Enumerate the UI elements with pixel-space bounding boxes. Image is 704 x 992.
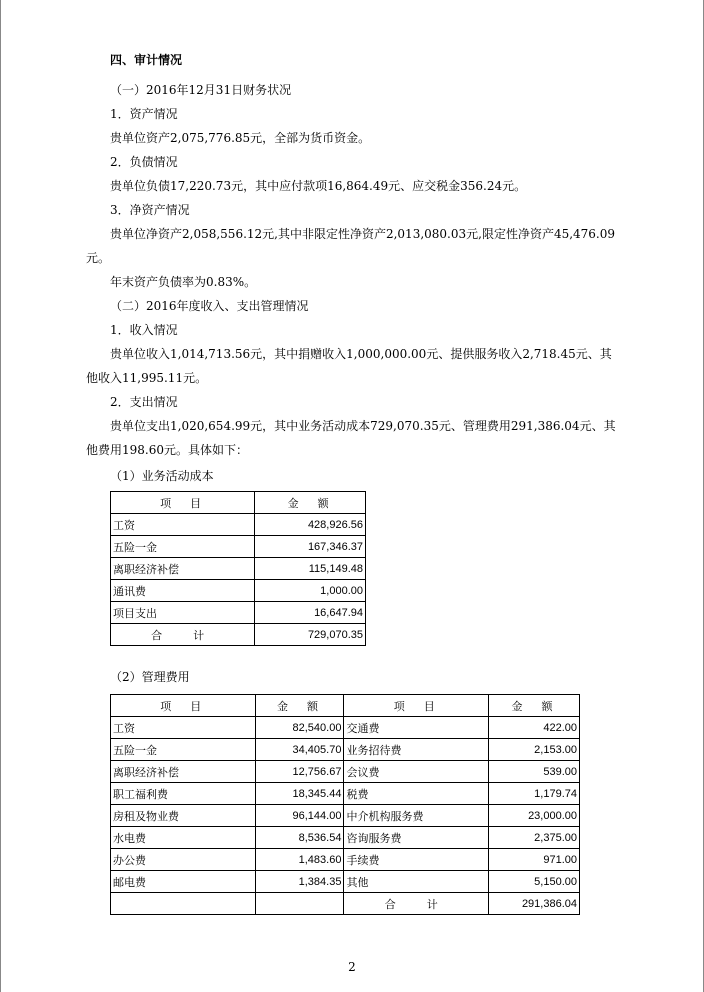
amount-value: 96,144.00 <box>255 805 344 827</box>
amount-value: 2,153.00 <box>489 739 580 761</box>
liabilities-text: 贵单位负债17,220.73元，其中应付款项16,864.49元、应交税金356.24元。 <box>110 179 527 193</box>
total-value: 729,070.35 <box>255 624 366 646</box>
item-label: 咨询服务费 <box>344 827 489 849</box>
item-label: 邮电费 <box>111 871 256 893</box>
net-assets-heading: 3．净资产情况 <box>110 203 190 217</box>
table-row <box>111 602 366 624</box>
item-label: 离职经济补偿 <box>111 558 255 580</box>
item-label: 税费 <box>344 783 489 805</box>
section-title: 四、审计情况 <box>110 53 183 67</box>
table-header-row <box>111 492 366 514</box>
table-row <box>111 827 580 849</box>
amount-value: 1,179.74 <box>489 783 580 805</box>
amount-value: 539.00 <box>489 761 580 783</box>
column-header-amount: 金 额 <box>255 492 366 514</box>
subsection-title-income-expense: （二）2016年度收入、支出管理情况 <box>110 299 309 313</box>
expense-heading: 2．支出情况 <box>110 395 178 409</box>
column-header-amount: 金 额 <box>255 695 344 717</box>
amount-value: 16,647.94 <box>255 602 366 624</box>
column-header-amount: 金 额 <box>489 695 580 717</box>
table-row <box>111 514 366 536</box>
net-assets-text-line2: 元。 <box>86 251 111 265</box>
item-label: 办公费 <box>111 849 256 871</box>
amount-value: 115,149.48 <box>255 558 366 580</box>
table-row <box>111 558 366 580</box>
net-assets-text-line1: 贵单位净资产2,058,556.12元,其中非限定性净资产2,013,080.03元,限定性净资产45,476.09 <box>110 227 616 241</box>
management-expense-table <box>110 694 580 915</box>
column-header-item: 项 目 <box>344 695 489 717</box>
column-header-item: 项 目 <box>111 492 255 514</box>
table-row <box>111 739 580 761</box>
total-label: 合 计 <box>111 624 255 646</box>
table2-caption: （2）管理费用 <box>110 670 190 684</box>
assets-text: 贵单位资产2,075,776.85元，全部为货币资金。 <box>110 131 371 145</box>
table-row <box>111 871 580 893</box>
expense-text-line2: 他费用198.60元。具体如下： <box>86 443 248 457</box>
item-label: 项目支出 <box>111 602 255 624</box>
table-row <box>111 717 580 739</box>
table-row <box>111 536 366 558</box>
income-text-line1: 贵单位收入1,014,713.56元，其中捐赠收入1,000,000.00元、提供服务收入2,718.45元、其 <box>110 347 612 361</box>
income-heading: 1．收入情况 <box>110 323 178 337</box>
item-label: 交通费 <box>344 717 489 739</box>
amount-value: 428,926.56 <box>255 514 366 536</box>
amount-value: 1,384.35 <box>255 871 344 893</box>
income-text-line2: 他收入11,995.11元。 <box>86 371 208 385</box>
assets-heading: 1．资产情况 <box>110 107 178 121</box>
amount-value: 12,756.67 <box>255 761 344 783</box>
amount-value: 1,000.00 <box>255 580 366 602</box>
total-value: 291,386.04 <box>489 893 580 915</box>
table-total-row <box>111 893 580 915</box>
item-label: 离职经济补偿 <box>111 761 256 783</box>
table-row <box>111 805 580 827</box>
amount-value: 2,375.00 <box>489 827 580 849</box>
amount-value: 34,405.70 <box>255 739 344 761</box>
expense-text-line1: 贵单位支出1,020,654.99元，其中业务活动成本729,070.35元、管理费用291,386.04元、其 <box>110 419 616 433</box>
item-label: 五险一金 <box>111 739 256 761</box>
amount-value: 5,150.00 <box>489 871 580 893</box>
page-number: 2 <box>348 960 356 974</box>
table-row <box>111 761 580 783</box>
empty-cell <box>255 893 344 915</box>
item-label: 职工福利费 <box>111 783 256 805</box>
item-label: 工资 <box>111 717 256 739</box>
item-label: 其他 <box>344 871 489 893</box>
amount-value: 1,483.60 <box>255 849 344 871</box>
item-label: 中介机构服务费 <box>344 805 489 827</box>
column-header-item: 项 目 <box>111 695 256 717</box>
page-border-left <box>0 0 1 992</box>
item-label: 业务招待费 <box>344 739 489 761</box>
table-row <box>111 849 580 871</box>
amount-value: 82,540.00 <box>255 717 344 739</box>
amount-value: 23,000.00 <box>489 805 580 827</box>
empty-cell <box>111 893 256 915</box>
item-label: 房租及物业费 <box>111 805 256 827</box>
table-total-row <box>111 624 366 646</box>
amount-value: 422.00 <box>489 717 580 739</box>
liabilities-heading: 2．负债情况 <box>110 155 178 169</box>
item-label: 会议费 <box>344 761 489 783</box>
business-activity-cost-table <box>110 491 366 646</box>
table-row <box>111 783 580 805</box>
amount-value: 971.00 <box>489 849 580 871</box>
item-label: 水电费 <box>111 827 256 849</box>
amount-value: 167,346.37 <box>255 536 366 558</box>
table1-caption: （1）业务活动成本 <box>110 469 214 483</box>
table-header-row <box>111 695 580 717</box>
subsection-title-financial-position: （一）2016年12月31日财务状况 <box>110 83 292 97</box>
amount-value: 18,345.44 <box>255 783 344 805</box>
item-label: 工资 <box>111 514 255 536</box>
item-label: 五险一金 <box>111 536 255 558</box>
item-label: 手续费 <box>344 849 489 871</box>
total-label: 合 计 <box>344 893 489 915</box>
debt-ratio-text: 年末资产负债率为0.83%。 <box>110 275 257 289</box>
table-row <box>111 580 366 602</box>
amount-value: 8,536.54 <box>255 827 344 849</box>
item-label: 通讯费 <box>111 580 255 602</box>
